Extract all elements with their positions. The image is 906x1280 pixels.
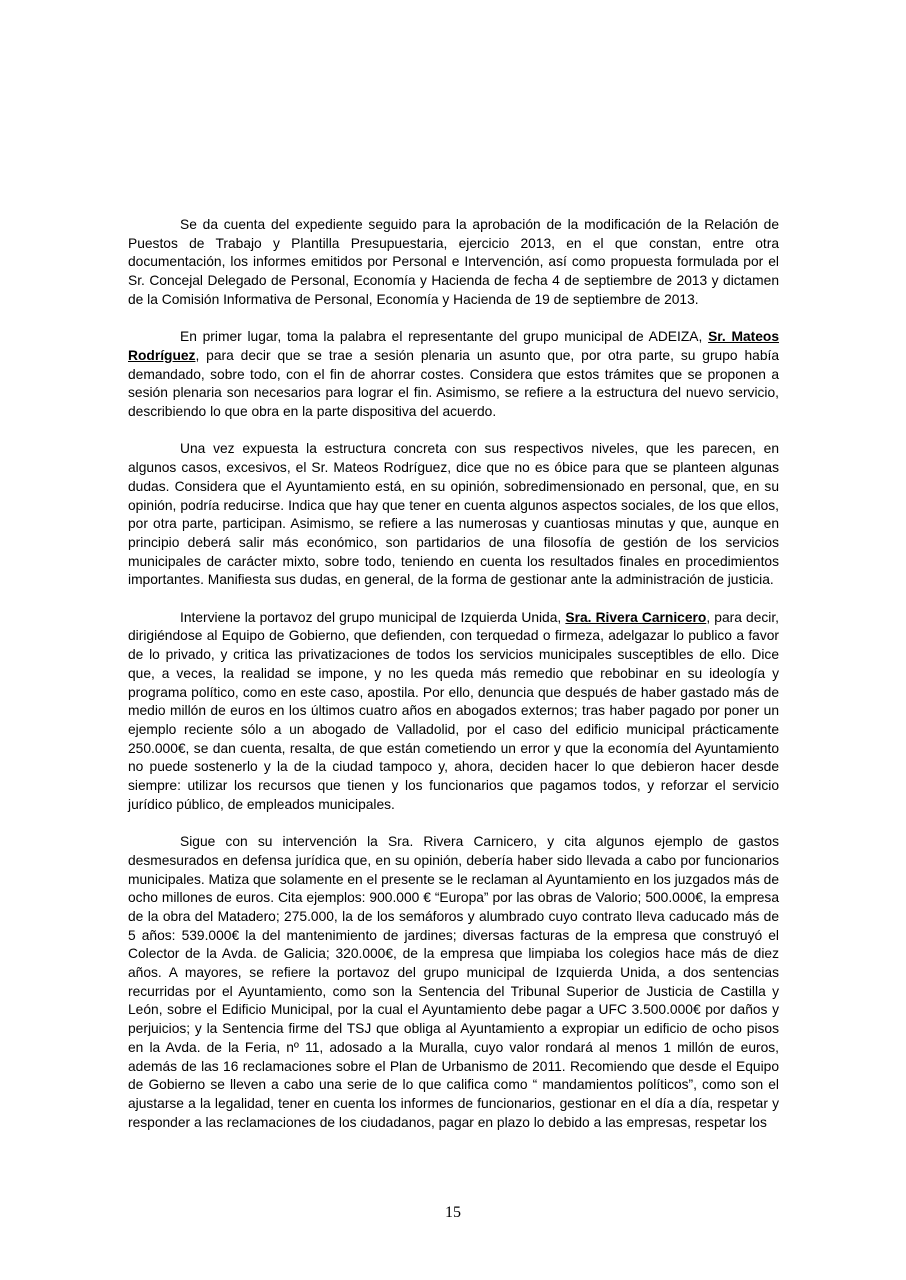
paragraph-mateos-intro [128,328,779,422]
paragraph-mateos-dudas [128,440,779,590]
page-number: 15 [445,1204,461,1221]
text-run: Una vez expuesta la estructura concreta con sus respectivos niveles, que les parecen, en algunos casos, excesivos, el Sr. Mateos Rodríguez, dice que no es óbice para que se planteen algunas dudas. Considera que el Ayuntamiento está, en su opinión, sobredimensionado en personal, que, en su opinión, podría reducirse. Indica que hay que tener en cuenta algunos aspectos sociales, de los que ellos, por otra parte, participan. Asimismo, se refiere a las numerosas y cuantiosas minutas y que, aunque en principio deberá salir más económico, son partidarios de una filosofía de gestión de los servicios municipales de carácter mixto, sobre todo, teniendo en cuenta los resultados finales en procedimientos importantes. Manifiesta sus dudas, en general, de la forma de gestionar ante la administración de justicia. [128,441,779,588]
paragraph-expediente [128,216,779,310]
text-run: , para decir, dirigiéndose al Equipo de Gobierno, que defienden, con terquedad o firmeza, adelgazar lo publico a favor de lo privado, y critica las privatizaciones de todos los servicios municipales susceptibles de ello. Dice que, a veces, la realidad se impone, y no les queda más remedio que rebobinar en su ideología y programa político, como en este caso, apostila. Por ello, denuncia que después de haber gastado más de medio millón de euros en los últimos cuatro años en abogados externos; tras haber pagado por poner un ejemplo reciente sólo a un abogado de Valladolid, por el caso del edificio municipal prácticamente 250.000€, se dan cuenta, resalta, de que están cometiendo un error y que la economía del Ayuntamiento no puede sostenerlo y la de la ciudad tampoco y, ahora, deciden hacer lo que debieron hacer desde siempre: utilizar los recursos que tienen y los funcionarios que pagamos todos, y reforzar el servicio jurídico público, de empleados municipales. [128,609,779,812]
text-run: Interviene la portavoz del grupo municipal de Izquierda Unida, [180,609,566,625]
speaker-name: Sra. Rivera Carnicero [565,609,707,625]
speaker-name: Sr. Mateos Rodríguez [128,329,779,363]
text-run: , para decir que se trae a sesión plenaria un asunto que, por otra parte, su grupo había demandado, sobre todo, con el fin de ahorrar costes. Considera que estos trámites que se proponen a sesión plenaria son necesarios para lograr el fin. Asimismo, se refiere a la estructura del nuevo servicio, describiendo lo que obra en la parte dispositiva del acuerdo. [128,347,779,420]
paragraph-rivera-intro [128,609,779,815]
text-block [128,216,779,1132]
text-run: En primer lugar, toma la palabra el representante del grupo municipal de ADEIZA, [180,329,709,345]
paragraph-rivera-ejemplos [128,833,779,1132]
text-run: Se da cuenta del expediente seguido para la aprobación de la modificación de la Relación de Puestos de Trabajo y Plantilla Presupuestaria, ejercicio 2013, en el que constan, entre otra documentación, los informes emitidos por Personal e Intervención, así como propuesta formulada por el Sr. Concejal Delegado de Personal, Economía y Hacienda de fecha 4 de septiembre de 2013 y dictamen de la Comisión Informativa de Personal, Economía y Hacienda de 19 de septiembre de 2013. [128,217,779,307]
text-run: Sigue con su intervención la Sra. Rivera Carnicero, y cita algunos ejemplo de gastos desmesurados en defensa jurídica que, en su opinión, debería haber sido llevada a cabo por funcionarios municipales. Matiza que solamente en el presente se le reclaman al Ayuntamiento en los juzgados más de ocho millones de euros. Cita ejemplos: 900.000 € “Europa” por las obras de Valorio; 500.000€, la empresa de la obra del Matadero; 275.000, la de los semáforos y alumbrado cuyo contrato lleva caducado más de 5 años: 539.000€ la del mantenimiento de jardines; diversas facturas de la empresa que construyó el Colector de la Avda. de Galicia; 320.000€, de la empresa que limpiaba los colegios hace más de diez años. A mayores, se refiere la portavoz del grupo municipal de Izquierda Unida, a dos sentencias recurridas por el Ayuntamiento, como son la Sentencia del Tribunal Superior de Justicia de Castilla y León, sobre el Edificio Municipal, por la cual el Ayuntamiento debe pagar a UFC 3.500.000€ por daños y perjuicios; y la Sentencia firme del TSJ que obliga al Ayuntamiento a expropiar un edificio de ocho pisos en la Avda. de la Feria, nº 11, adosado a la Muralla, cuyo valor rondará al menos 1 millón de euros, además de las 16 reclamaciones sobre el Plan de Urbanismo de 2011. Recomiendo que desde el Equipo de Gobierno se lleven a cabo una serie de lo que califica como “ mandamientos políticos”, como son el ajustarse a la legalidad, tener en cuenta los informes de funcionarios, gestionar en el día a día, respetar y responder a las reclamaciones de los ciudadanos, pagar en plazo lo debido a las empresas, respetar los [128,834,779,1130]
